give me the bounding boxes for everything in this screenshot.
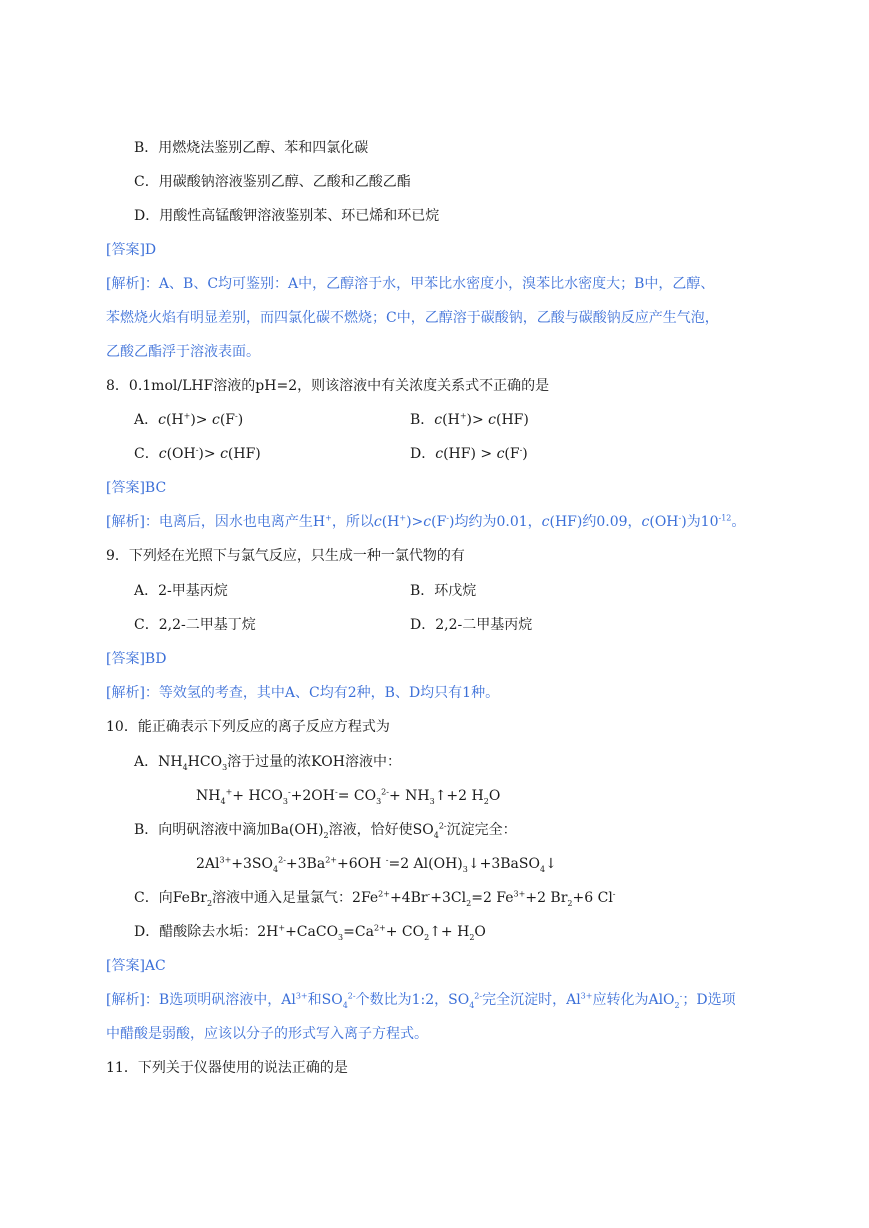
q7-analysis-line2: 苯燃烧火焰有明显差别，而四氯化碳不燃烧；C中，乙醇溶于碳酸钠，乙酸与碳酸钠反应产生气泡， [106, 310, 719, 326]
q7-analysis-line1: [解析]：A、B、C均可鉴别：A中，乙醇溶于水，甲苯比水密度小，溴苯比水密度大；B中，乙醇、 [106, 276, 715, 292]
q10-option-c: C．向FeBr$_2$溶液中通入足量氯气：$2Fe^{2+}+4Br^-+3Cl_2=2$ $Fe^{3+}+2$ $Br_2+6$ Cl- [134, 889, 616, 908]
q7-option-b: B．用燃烧法鉴别乙醇、苯和四氯化碳 [134, 140, 369, 156]
q10-analysis-line1: [解析]：B选项明矾溶液中，$Al^{3+}$和$SO_4^{2-}$个数比为1:2，$SO_4^{2-}$完全沉淀时，$Al^{3+}$应转化为AlO$_2$-；D选项 [106, 991, 736, 1010]
q8-option-c: C．c(OH-)> c(HF) [134, 445, 261, 462]
q7-answer: [答案]D [106, 242, 157, 258]
q10-answer: [答案]AC [106, 958, 166, 974]
q8-stem: 8．0.1mol/LHF溶液的pH=2，则该溶液中有关浓度关系式不正确的是 [106, 378, 550, 394]
q7-analysis-line3: 乙酸乙酯浮于溶液表面。 [106, 344, 260, 360]
q8-option-d: D．c(HF) > c(F-) [410, 445, 528, 462]
q10-option-b: B．向明矾溶液中滴加$Ba(OH)_2$溶液，恰好使$SO_4^{2-}$沉淀完全： [134, 821, 517, 840]
q8-analysis: [解析]：电离后，因水也电离产生H+，所以c(H+)>c(F-)均约为0.01，c(HF)约0.09，c(OH-)为$10^{-12}$。 [106, 513, 746, 530]
q10-analysis-line2: 中醋酸是弱酸，应该以分子的形式写入离子方程式。 [106, 1026, 428, 1042]
q8-option-b: B．c(H+)> c(HF) [410, 411, 529, 428]
q9-option-b: B．环戊烷 [410, 583, 477, 599]
q10-option-d: D．醋酸除去水垢：$2H^++CaCO_3=Ca^{2+}+$ $CO_2↑+ H_2O$ [134, 923, 486, 942]
q7-option-d: D．用酸性高锰酸钾溶液鉴别苯、环已烯和环已烷 [134, 208, 440, 224]
q10-option-a: A．$NH_4HCO_3$溶于过量的浓KOH溶液中： [134, 754, 401, 772]
q9-analysis: [解析]：等效氢的考查，其中A、C均有2种，B、D均只有1种。 [106, 685, 500, 701]
q10-stem: 10．能正确表示下列反应的离子反应方程式为 [106, 719, 390, 735]
q9-answer: [答案]BD [106, 651, 167, 667]
q9-option-c: C．2,2-二甲基丁烷 [134, 617, 256, 633]
q7-option-c: C．用碳酸钠溶液鉴别乙醇、乙酸和乙酸乙酯 [134, 174, 411, 190]
q10-option-b-equation: $2Al^{3+}+3SO_4^{2-}+3Ba^{2+}+6OH$ -=2 $Al(OH)_3↓+3BaSO_4↓$ [196, 855, 557, 874]
q8-answer: [答案]BC [106, 480, 167, 496]
q8-option-a: A．c(H+)> c(F-) [134, 411, 244, 428]
q9-stem: 9．下列烃在光照下与氯气反应，只生成一种一氯代物的有 [106, 548, 465, 564]
q10-option-a-equation: $NH_4^++ HCO_3^-+2OH^-= CO_3^{2-}+$ $NH_3↑+2$ $H_2O$ [196, 787, 501, 806]
q9-option-a: A．2-甲基丙烷 [134, 583, 228, 599]
q11-stem: 11．下列关于仪器使用的说法正确的是 [106, 1060, 348, 1076]
q9-option-d: D．2,2-二甲基丙烷 [410, 617, 533, 633]
